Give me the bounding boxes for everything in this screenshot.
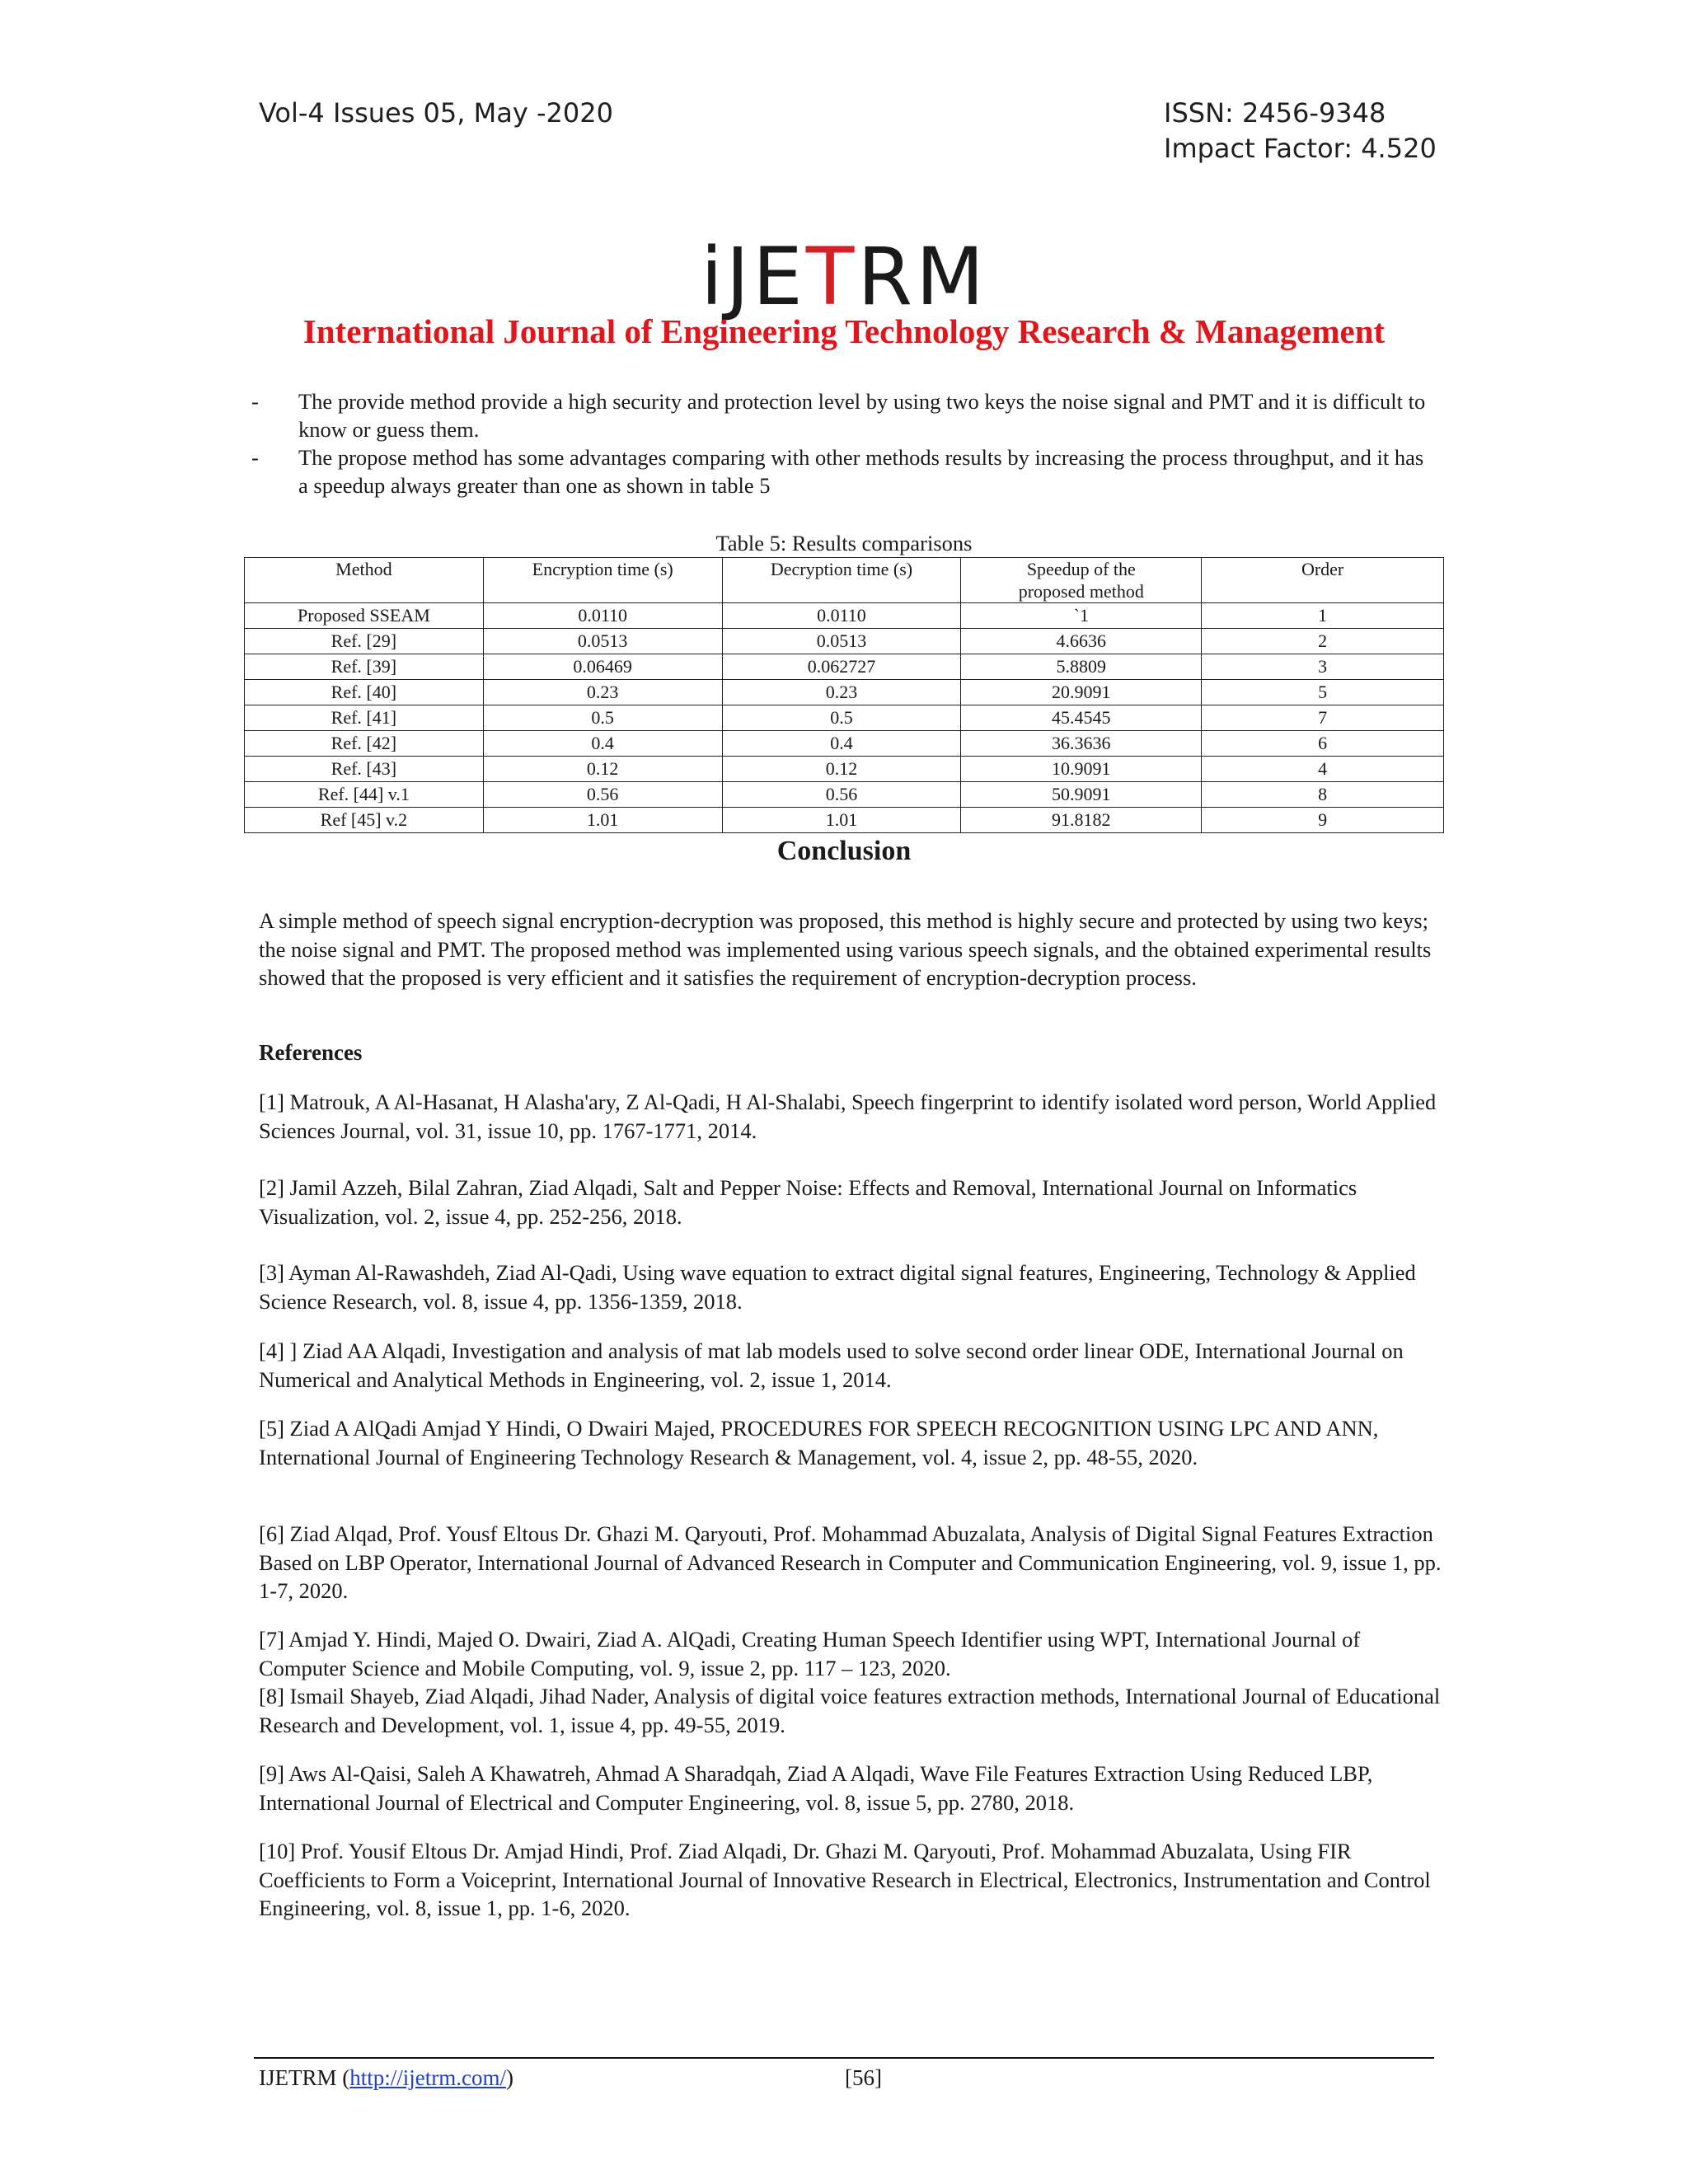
reference-item: [9] Aws Al-Qaisi, Saleh A Khawatreh, Ahmad A Sharadqah, Ziad A Alqadi, Wave File Features Extraction Using Reduced LBP, International Journal of Electrical and Computer Engineering, vol. 8, issue 5, pp. 2780, 2018. <box>259 1761 1373 1815</box>
table-cell: 0.23 <box>483 680 722 705</box>
table-cell: 6 <box>1202 731 1444 757</box>
header-cell: Method <box>245 558 484 603</box>
table-cell: 1.01 <box>483 808 722 833</box>
table-cell: 0.23 <box>722 680 961 705</box>
reference-item: [8] Ismail Shayeb, Ziad Alqadi, Jihad Nader, Analysis of digital voice features extraction methods, International Journal of Educational Research and Development, vol. 1, issue 4, pp. 49-55, 2019. <box>259 1684 1441 1737</box>
table-cell: 9 <box>1202 808 1444 833</box>
table-cell: 1 <box>1202 603 1444 629</box>
table-cell: 4 <box>1202 757 1444 782</box>
header-cell: Decryption time (s) <box>722 558 961 603</box>
reference-item: [5] Ziad A AlQadi Amjad Y Hindi, O Dwairi Majed, PROCEDURES FOR SPEECH RECOGNITION USING LPC AND ANN, International Journal of Engineering Technology Research & Management, vol. 4, issue 2, pp. 48-55, 2020. <box>259 1416 1379 1469</box>
volume-issue-header: Vol-4 Issues 05, May -2020 <box>259 97 613 129</box>
reference-item: [3] Ayman Al-Rawashdeh, Ziad Al-Qadi, Using wave equation to extract digital signal features, Engineering, Technology & Applied Science Research, vol. 8, issue 4, pp. 1356-1359, 2018. <box>259 1260 1416 1314</box>
table-cell: 8 <box>1202 782 1444 808</box>
table-cell: Ref. [44] v.1 <box>245 782 484 808</box>
table-cell: Ref. [40] <box>245 680 484 705</box>
table-caption: Table 5: Results comparisons <box>715 531 973 555</box>
advantages-list <box>251 387 1436 499</box>
table-row <box>245 757 1444 782</box>
table-row <box>245 808 1444 833</box>
journal-website-link[interactable]: http://ijetrm.com/ <box>349 2065 506 2090</box>
table-row <box>245 603 1444 629</box>
list-item <box>251 443 1436 499</box>
footer-journal <box>259 2065 513 2091</box>
table-cell: 5.8809 <box>961 654 1202 680</box>
header-cell: Encryption time (s) <box>483 558 722 603</box>
logo-text-3: RM <box>857 231 987 323</box>
table-cell: 0.12 <box>483 757 722 782</box>
table-row <box>245 629 1444 654</box>
table-cell: 0.06469 <box>483 654 722 680</box>
header-cell: Speedup of the proposed method <box>961 558 1202 603</box>
reference-item: [2] Jamil Azzeh, Bilal Zahran, Ziad Alqadi, Salt and Pepper Noise: Effects and Removal, International Journal on Informatics Visualization, vol. 2, issue 4, pp. 252-256, 2018. <box>259 1175 1357 1229</box>
references-heading: References <box>259 1040 363 1065</box>
table-row <box>245 782 1444 808</box>
table-cell: `1 <box>961 603 1202 629</box>
table-cell: Proposed SSEAM <box>245 603 484 629</box>
table-cell: 20.9091 <box>961 680 1202 705</box>
table-cell: 36.3636 <box>961 731 1202 757</box>
bullet-dash: - <box>251 445 259 470</box>
issn-header <box>1164 96 1437 166</box>
reference-item: [1] Matrouk, A Al-Hasanat, H Alasha'ary, Z Al-Qadi, H Al-Shalabi, Speech fingerprint to identify isolated word person, World Applied Sciences Journal, vol. 31, issue 10, pp. 1767-1771, 2014. <box>259 1090 1437 1143</box>
logo-text-2: T <box>805 231 858 323</box>
impact-factor-text: Impact Factor: 4.520 <box>1164 133 1437 165</box>
table-cell: 0.56 <box>483 782 722 808</box>
list-item-text: The propose method has some advantages comparing with other methods results by increasing the process throughput, and it has a speedup always greater than one as shown in table 5 <box>298 445 1424 498</box>
list-item-text: The provide method provide a high security and protection level by using two keys the noise signal and PMT and it is difficult to know or guess them. <box>298 389 1426 442</box>
footer-prefix: IJETRM ( <box>259 2065 350 2090</box>
table-cell: 50.9091 <box>961 782 1202 808</box>
footer-suffix: ) <box>505 2065 513 2090</box>
table-header-row <box>245 558 1444 603</box>
table-cell: 0.062727 <box>722 654 961 680</box>
table-cell: 0.12 <box>722 757 961 782</box>
table-row <box>245 680 1444 705</box>
table-cell: 0.0110 <box>722 603 961 629</box>
header-cell: Order <box>1202 558 1444 603</box>
page-number: [56] <box>845 2065 882 2090</box>
reference-item: [6] Ziad Alqad, Prof. Yousf Eltous Dr. Ghazi M. Qaryouti, Prof. Mohammad Abuzalata, Analysis of Digital Signal Features Extraction Based on LBP Operator, International Journal of Advanced Research in Computer and Communication Engineering, vol. 9, issue 1, pp. 1-7, 2020. <box>259 1521 1442 1603</box>
table-cell: 0.5 <box>722 705 961 731</box>
table-cell: Ref. [29] <box>245 629 484 654</box>
footer-divider <box>254 2057 1434 2059</box>
table-cell: 5 <box>1202 680 1444 705</box>
table-cell: 0.0110 <box>483 603 722 629</box>
table-cell: 45.4545 <box>961 705 1202 731</box>
table-cell: 0.0513 <box>483 629 722 654</box>
table-row <box>245 654 1444 680</box>
reference-item: [7] Amjad Y. Hindi, Majed O. Dwairi, Ziad A. AlQadi, Creating Human Speech Identifier using WPT, International Journal of Computer Science and Mobile Computing, vol. 9, issue 2, pp. 117 – 123, 2020. <box>259 1627 1361 1680</box>
table-row <box>245 705 1444 731</box>
reference-item: [4] ] Ziad AA Alqadi, Investigation and analysis of mat lab models used to solve second order linear ODE, International Journal on Numerical and Analytical Methods in Engineering, vol. 2, issue 1, 2014. <box>259 1338 1404 1392</box>
table-cell: 10.9091 <box>961 757 1202 782</box>
reference-item: [10] Prof. Yousif Eltous Dr. Amjad Hindi, Prof. Ziad Alqadi, Dr. Ghazi M. Qaryouti, Prof. Mohammad Abuzalata, Using FIR Coefficients to Form a Voiceprint, International Journal of Innovative Research in Electrical, Electronics, Instrumentation and Control Engineering, vol. 8, issue 1, pp. 1-6, 2020. <box>259 1839 1431 1920</box>
conclusion-paragraph: A simple method of speech signal encryption-decryption was proposed, this method is highly secure and protected by using two keys; the noise signal and PMT. The proposed method was implemented using various speech signals, and the obtained experimental results showed that the proposed is very efficient and it satisfies the requirement of encryption-decryption process. <box>259 908 1432 990</box>
journal-title: International Journal of Engineering Technology Research & Management <box>302 312 1386 350</box>
table-cell: 2 <box>1202 629 1444 654</box>
table-cell: 0.5 <box>483 705 722 731</box>
table-cell: 0.4 <box>722 731 961 757</box>
logo-text-1: iJE <box>701 231 806 323</box>
table-cell: 3 <box>1202 654 1444 680</box>
table-cell: 4.6636 <box>961 629 1202 654</box>
table-cell: 7 <box>1202 705 1444 731</box>
issn-text: ISSN: 2456-9348 <box>1164 97 1386 129</box>
table-cell: 91.8182 <box>961 808 1202 833</box>
table-cell: Ref. [39] <box>245 654 484 680</box>
results-table <box>244 557 1444 833</box>
table-cell: 0.0513 <box>722 629 961 654</box>
table-cell: Ref [45] v.2 <box>245 808 484 833</box>
table-cell: Ref. [42] <box>245 731 484 757</box>
table-cell: Ref. [41] <box>245 705 484 731</box>
table-cell: 1.01 <box>722 808 961 833</box>
conclusion-heading: Conclusion <box>776 836 912 866</box>
table-cell: Ref. [43] <box>245 757 484 782</box>
table-cell: 0.56 <box>722 782 961 808</box>
table-row <box>245 731 1444 757</box>
journal-logo <box>0 231 1688 323</box>
bullet-dash: - <box>251 389 259 414</box>
table-cell: 0.4 <box>483 731 722 757</box>
list-item <box>251 387 1436 443</box>
